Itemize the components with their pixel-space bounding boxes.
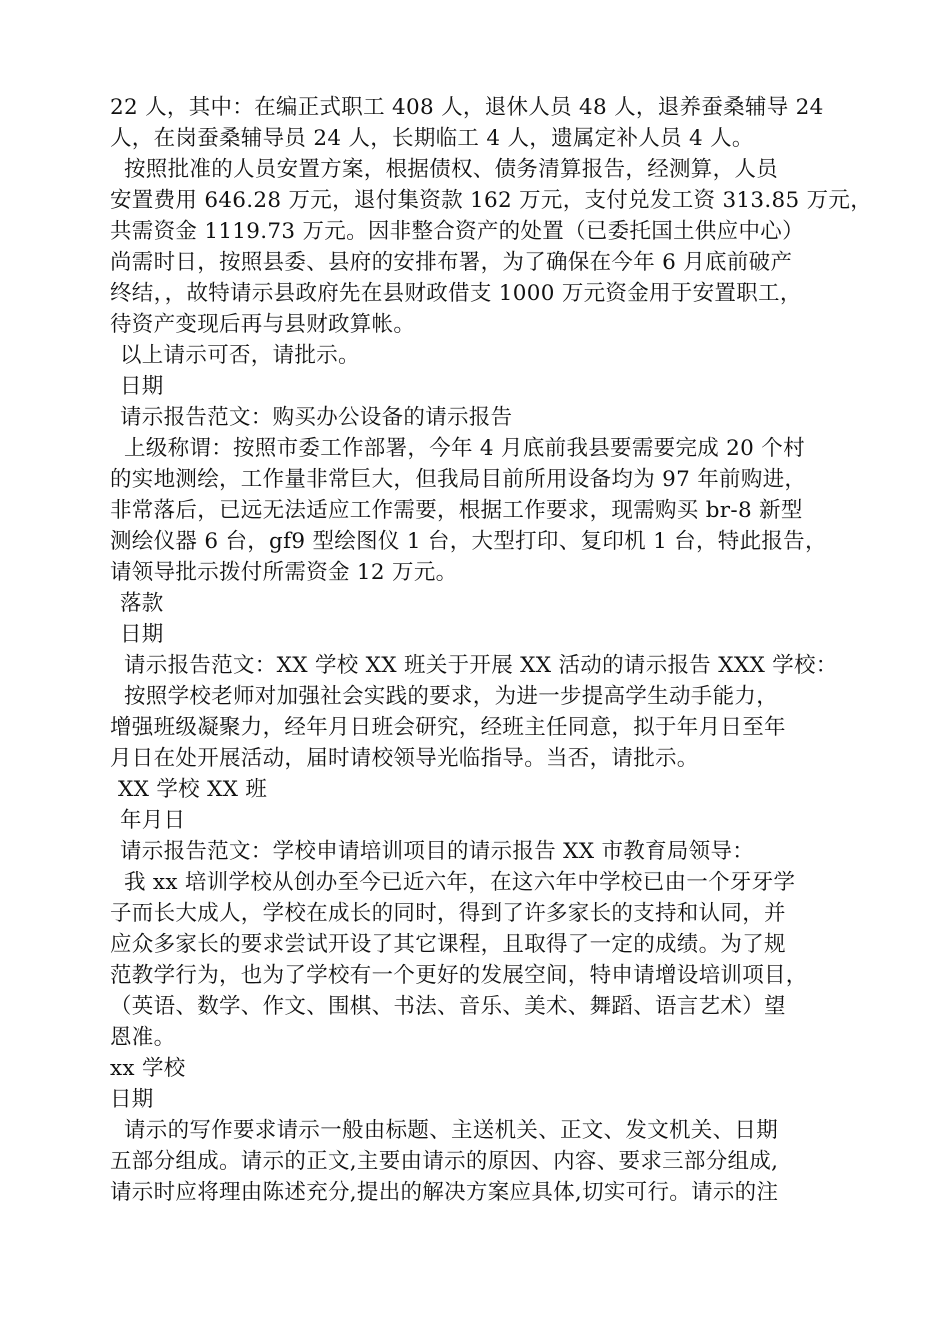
text-line: 日期 <box>110 1087 154 1112</box>
text-line: 增强班级凝聚力，经年月日班会研究，经班主任同意，拟于年月日至年 <box>110 715 786 740</box>
text-line: 日期 <box>120 374 164 399</box>
text-line: 应众多家长的要求尝试开设了其它课程，且取得了一定的成绩。为了规 <box>110 932 786 957</box>
text-line: 测绘仪器 6 台，gf9 型绘图仪 1 台，大型打印、复印机 1 台，特此报告， <box>110 529 827 554</box>
text-line: 年月日 <box>120 808 186 833</box>
text-line: 请示报告范文：购买办公设备的请示报告 <box>120 405 513 430</box>
text-line: 按照批准的人员安置方案，根据债权、债务清算报告，经测算，人员 <box>124 157 779 182</box>
text-line: 人，在岗蚕桑辅导员 24 人，长期临工 4 人，遗属定补人员 4 人。 <box>110 126 754 151</box>
text-line: 日期 <box>120 622 164 647</box>
text-line: 22 人，其中：在编正式职工 408 人，退休人员 48 人，退养蚕桑辅导 24 <box>110 95 824 120</box>
text-line: 非常落后，已远无法适应工作需要，根据工作要求，现需购买 br-8 新型 <box>110 498 803 523</box>
text-line: 范教学行为，也为了学校有一个更好的发展空间，特申请增设培训项目， <box>110 963 808 988</box>
text-line: 安置费用 646.28 万元，退付集资款 162 万元，支付兑发工资 313.85 万元， <box>110 188 873 213</box>
text-line: 尚需时日，按照县委、县府的安排布署，为了确保在今年 6 月底前破产 <box>110 250 793 275</box>
text-line: 请领导批示拨付所需资金 12 万元。 <box>110 560 458 585</box>
text-line: 落款 <box>120 591 164 616</box>
text-line: 终结，，故特请示县政府先在县财政借支 1000 万元资金用于安置职工， <box>110 281 802 306</box>
text-line: 请示时应将理由陈述充分,提出的解决方案应具体,切实可行。请示的注 <box>110 1180 779 1205</box>
document-body <box>110 92 873 1208</box>
text-line: 以上请示可否，请批示。 <box>120 343 360 368</box>
text-line: （英语、数学、作文、围棋、书法、音乐、美术、舞蹈、语言艺术）望 <box>110 994 786 1019</box>
text-line: 共需资金 1119.73 万元。因非整合资产的处置（已委托国土供应中心） <box>110 219 804 244</box>
text-line: 上级称谓：按照市委工作部署，今年 4 月底前我县要需要完成 20 个村 <box>124 436 805 461</box>
text-line: 待资产变现后再与县财政算帐。 <box>110 312 416 337</box>
text-line: 我 xx 培训学校从创办至今已近六年，在这六年中学校已由一个牙牙学 <box>124 870 796 895</box>
text-line: 按照学校老师对加强社会实践的要求，为进一步提高学生动手能力， <box>124 684 779 709</box>
text-line: 的实地测绘，工作量非常巨大，但我局目前所用设备均为 97 年前购进， <box>110 467 807 492</box>
text-line: 请示报告范文：XX 学校 XX 班关于开展 XX 活动的请示报告 XXX 学校： <box>124 653 838 678</box>
text-line: XX 学校 XX 班 <box>118 777 268 802</box>
text-line: xx 学校 <box>110 1056 186 1081</box>
text-line: 恩准。 <box>110 1025 176 1050</box>
text-line: 请示报告范文：学校申请培训项目的请示报告 XX 市教育局领导： <box>120 839 755 864</box>
text-line: 子而长大成人，学校在成长的同时，得到了许多家长的支持和认同，并 <box>110 901 786 926</box>
text-line: 月日在处开展活动，届时请校领导光临指导。当否，请批示。 <box>110 746 699 771</box>
text-line: 五部分组成。请示的正文,主要由请示的原因、内容、要求三部分组成, <box>110 1149 779 1174</box>
text-line: 请示的写作要求请示一般由标题、主送机关、正文、发文机关、日期 <box>124 1118 779 1143</box>
